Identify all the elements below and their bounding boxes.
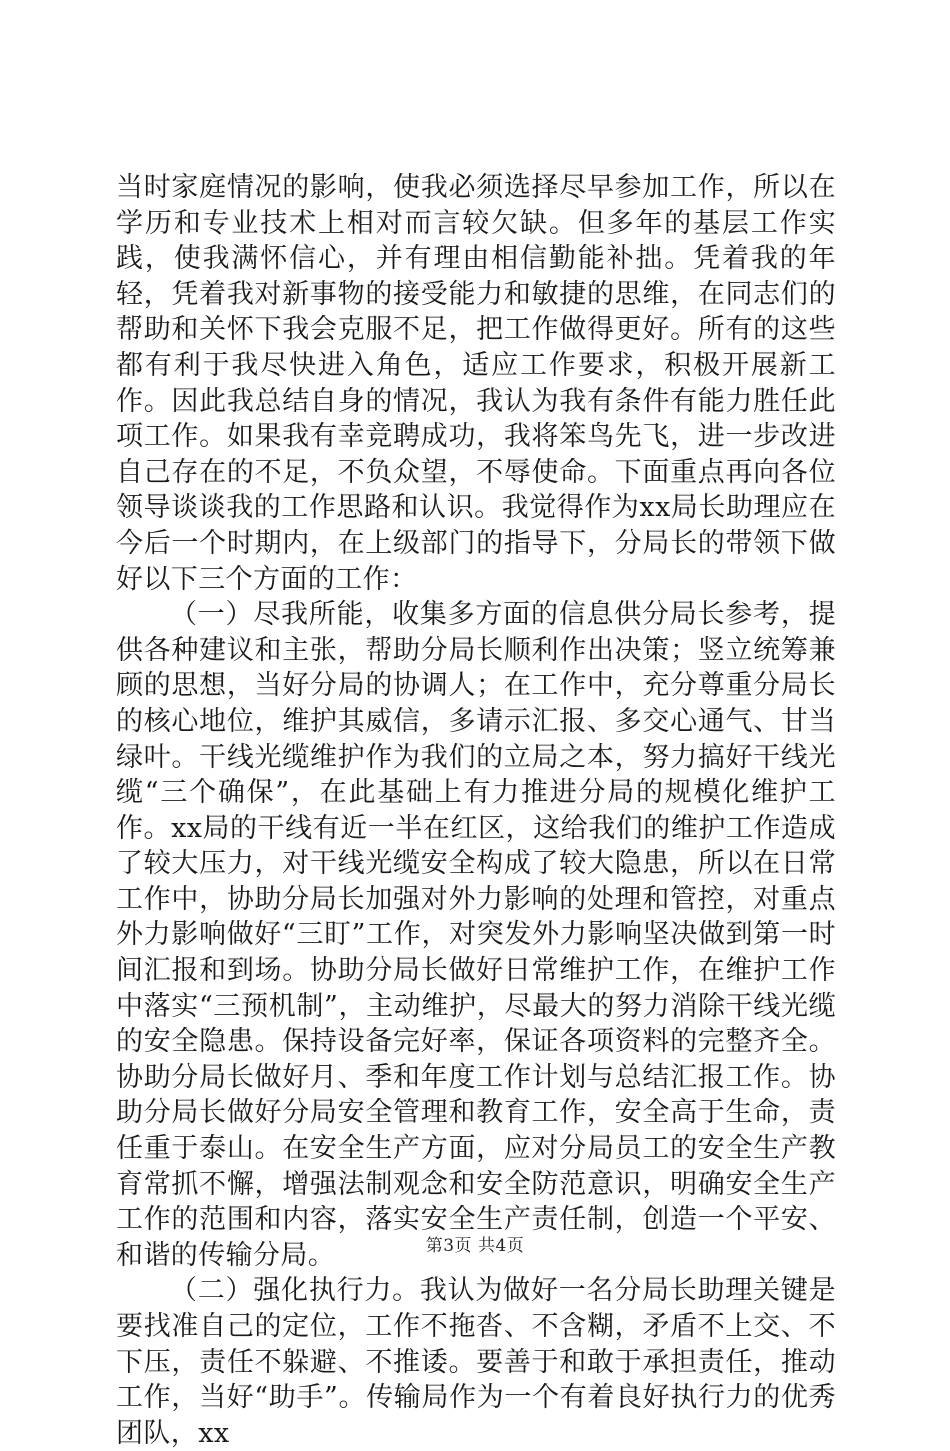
document-body: [116, 170, 836, 1451]
paragraph-section-two: （二）强化执行力。我认为做好一名分局长助理关键是要找准自己的定位，工作不拖沓、不含糊，矛盾不上交、不下压，责任不躲避、不推诿。要善于和敢于承担责任，推动工作，当好“助手”。传输局作为一个有着良好执行力的优秀团队，xx: [116, 1275, 836, 1449]
paragraph-section-one: （一）尽我所能，收集多方面的信息供分局长参考，提供各种建议和主张，帮助分局长顺利作出决策；竖立统筹兼顾的思想，当好分局的协调人；在工作中，充分尊重分局长的核心地位，维护其威信，多请示汇报、多交心通气、甘当绿叶。干线光缆维护作为我们的立局之本，努力搞好干线光缆“三个确保”，在此基础上有力推进分局的规模化维护工作。xx局的干线有近一半在红区，这给我们的维护工作造成了较大压力，对干线光缆安全构成了较大隐患，所以在日常工作中，协助分局长加强对外力影响的处理和管控，对重点外力影响做好“三盯”工作，对突发外力影响坚决做到第一时间汇报和到场。协助分局长做好日常维护工作，在维护工作中落实“三预机制”，主动维护，尽最大的努力消除干线光缆的安全隐患。保持设备完好率，保证各项资料的完整齐全。协助分局长做好月、季和年度工作计划与总结汇报工作。协助分局长做好分局安全管理和教育工作，安全高于生命，责任重于泰山。在安全生产方面，应对分局员工的安全生产教育常抓不懈，增强法制观念和安全防范意识，明确安全生产工作的范围和内容，落实安全生产责任制，创造一个平安、和谐的传输分局。: [116, 599, 836, 1271]
paragraph-continued: 当时家庭情况的影响，使我必须选择尽早参加工作，所以在学历和专业技术上相对而言较欠缺。但多年的基层工作实践，使我满怀信心，并有理由相信勤能补拙。凭着我的年轻，凭着我对新事物的接受能力和敏捷的思维，在同志们的帮助和关怀下我会克服不足，把工作做得更好。所有的这些都有利于我尽快进入角色，适应工作要求，积极开展新工作。因此我总结自身的情况，我认为我有条件有能力胜任此项工作。如果我有幸竞聘成功，我将笨鸟先飞，进一步改进自己存在的不足，不负众望，不辱使命。下面重点再向各位领导谈谈我的工作思路和认识。我觉得作为xx局长助理应在今后一个时期内，在上级部门的指导下，分局长的带领下做好以下三个方面的工作：: [116, 172, 836, 595]
page-number-footer: 第3页 共4页: [425, 1236, 525, 1256]
